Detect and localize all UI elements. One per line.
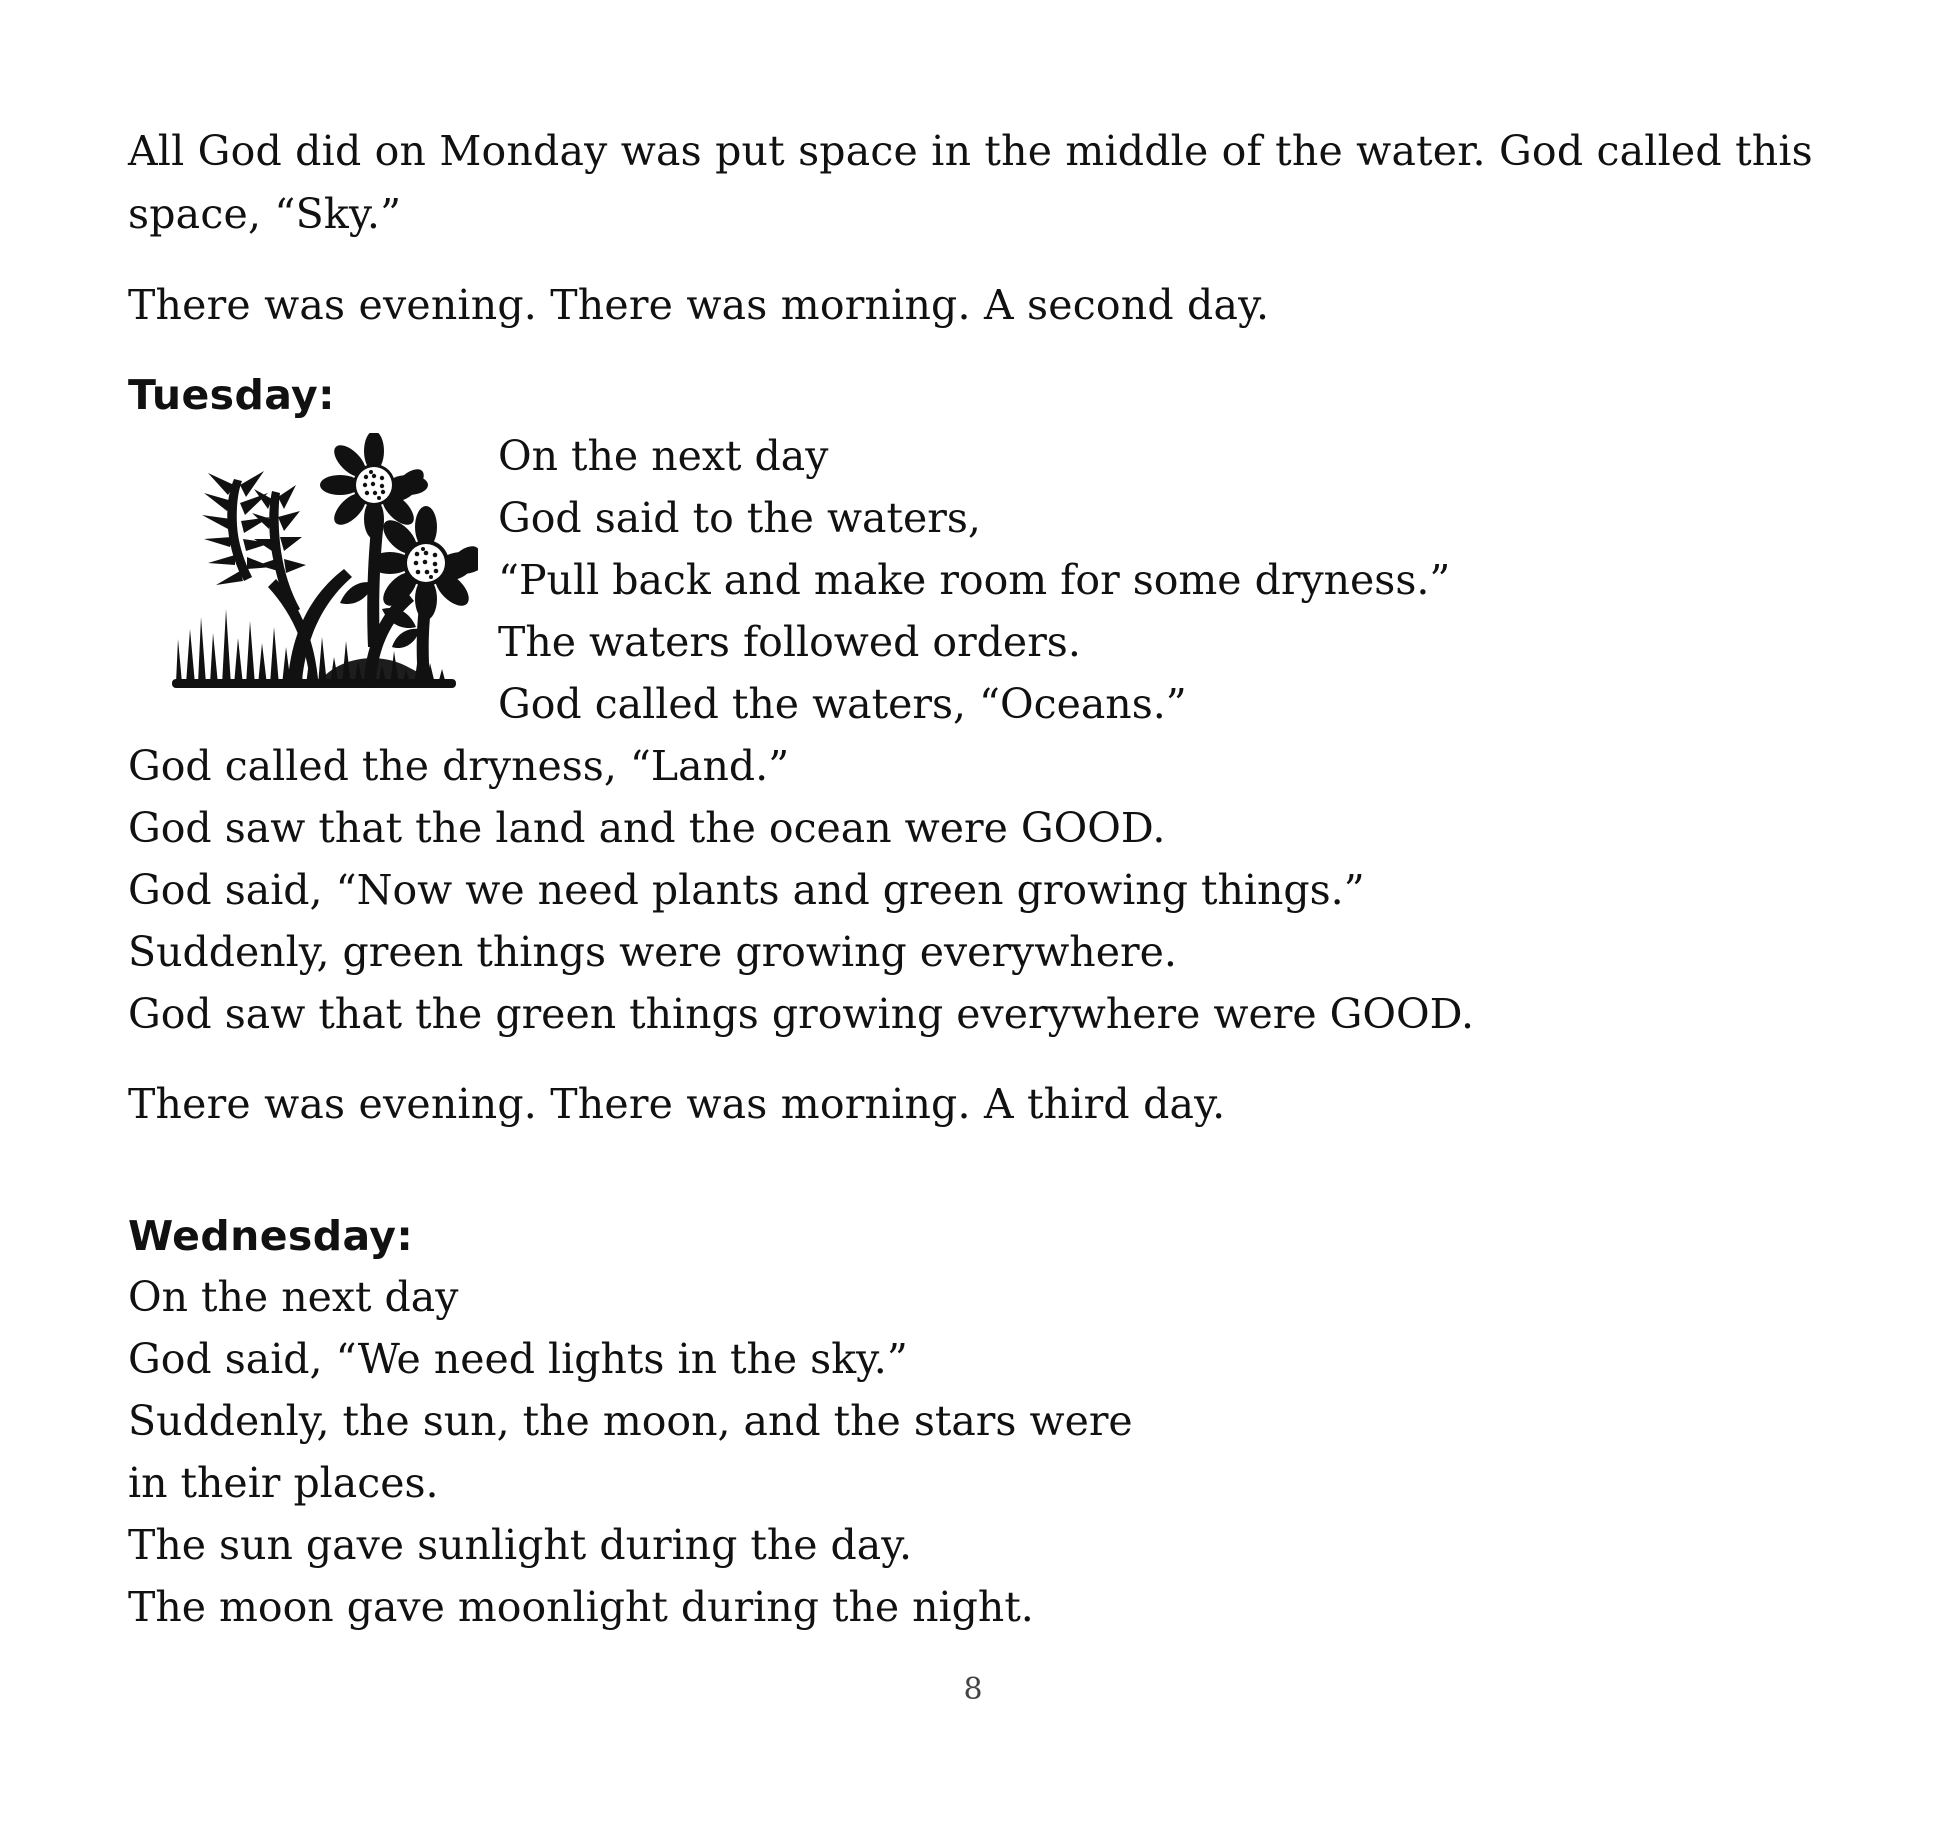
spacer (128, 337, 1828, 365)
text-line: God saw that the green things growing everywhere were GOOD. (128, 990, 1475, 1038)
text-line: The moon gave moonlight during the night. (128, 1583, 1034, 1631)
heading-tuesday: Tuesday: (128, 371, 335, 419)
heading-wednesday: Wednesday: (128, 1212, 414, 1260)
text-line: God called the dryness, “Land.” (128, 742, 790, 790)
paragraph-third-day-close: There was evening. There was morning. A third day. (128, 1080, 1226, 1128)
paragraph-second-day-close: There was evening. There was morning. A second day. (128, 281, 1270, 329)
page-number: 8 (963, 1672, 983, 1707)
spacer (128, 1136, 1828, 1206)
text-line: God saw that the land and the ocean were GOOD. (128, 804, 1166, 852)
text-line: Suddenly, the sun, the moon, and the stars were (128, 1397, 1133, 1445)
spacer (128, 1045, 1828, 1073)
wednesday-text-block (128, 1266, 1828, 1638)
tuesday-illustration-text (498, 425, 1828, 735)
text-line: in their places. (128, 1459, 439, 1507)
flowers-and-grass-illustration (168, 433, 478, 688)
tuesday-text-block (128, 735, 1828, 1045)
paragraph-monday: All God did on Monday was put space in the middle of the water. God called this space, “Sky.” (128, 127, 1813, 238)
text-line: God called the waters, “Oceans.” (498, 680, 1187, 728)
text-line: On the next day (128, 1273, 459, 1321)
text-line: God said, “We need lights in the sky.” (128, 1335, 908, 1383)
page-content (128, 120, 1828, 1638)
text-line: The waters followed orders. (498, 618, 1081, 666)
text-line: God said, “Now we need plants and green growing things.” (128, 866, 1365, 914)
text-line: The sun gave sunlight during the day. (128, 1521, 912, 1569)
text-line: Suddenly, green things were growing everywhere. (128, 928, 1177, 976)
text-line: God said to the waters, (498, 494, 981, 542)
text-line: “Pull back and make room for some dryness.” (498, 556, 1451, 604)
spacer (128, 246, 1828, 274)
illustration-row (128, 425, 1828, 735)
text-line: On the next day (498, 432, 829, 480)
